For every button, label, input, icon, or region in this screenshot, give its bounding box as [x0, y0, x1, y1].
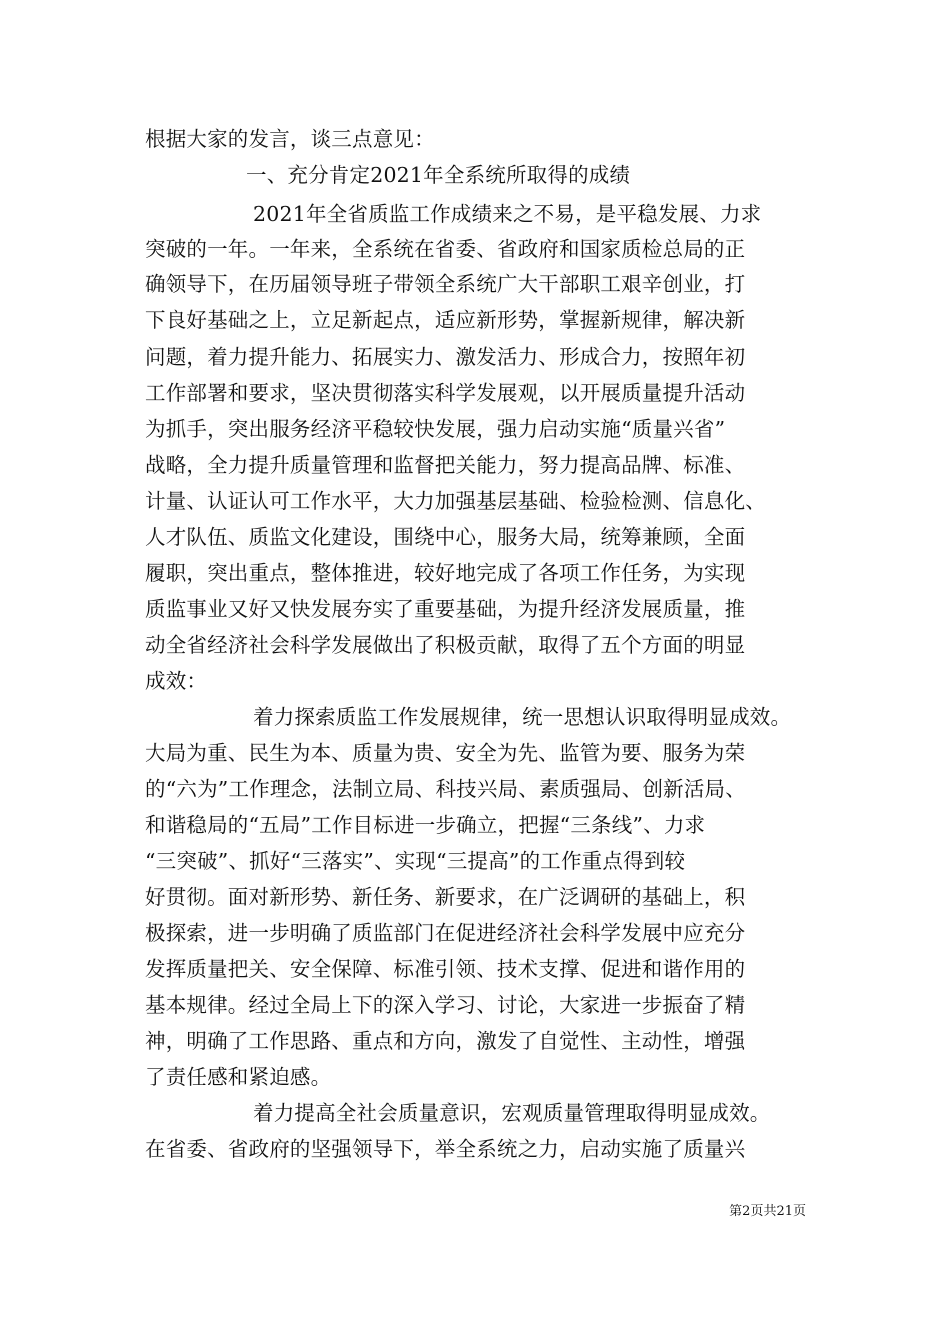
text-line: 下良好基础之上，立足新起点，适应新形势，掌握新规律，解决新 [145, 308, 746, 332]
text-line: 根据大家的发言，谈三点意见： [145, 127, 435, 151]
text-line: 好贯彻。面对新形势、新任务、新要求，在广泛调研的基础上，积 [145, 885, 746, 909]
paragraph-lead-line: 着力提高全社会质量意识，宏观质量管理取得明显成效。 [253, 1101, 771, 1125]
text-line: 极探索，进一步明确了质监部门在促进经济社会科学发展中应充分 [145, 921, 746, 945]
text-line: 履职，突出重点，整体推进，较好地完成了各项工作任务，为实现 [145, 561, 746, 585]
text-line: 工作部署和要求，坚决贯彻落实科学发展观，以开展质量提升活动 [145, 381, 746, 405]
paragraph-lead-line: 着力探索质监工作发展规律，统一思想认识取得明显成效。 [253, 705, 792, 729]
text-line: 计量、认证认可工作水平，大力加强基层基础、检验检测、信息化、 [145, 489, 766, 513]
text-line: 大局为重、民生为本、质量为贵、安全为先、监管为要、服务为荣 [145, 741, 746, 765]
text-line: 2021年全省质监工作成绩来之不易，是平稳发展、力求 [253, 202, 762, 226]
text-line: 质监事业又好又快发展夯实了重要基础，为提升经济发展质量，推 [145, 597, 746, 621]
text-line: 神，明确了工作思路、重点和方向，激发了自觉性、主动性，增强 [145, 1029, 746, 1053]
text-line: 战略，全力提升质量管理和监督把关能力，努力提高品牌、标准、 [145, 453, 746, 477]
section-heading: 一、充分肯定2021年全系统所取得的成绩 [246, 163, 631, 187]
text-line: 确领导下，在历届领导班子带领全系统广大干部职工艰辛创业，打 [145, 272, 746, 296]
text-line: 动全省经济社会科学发展做出了积极贡献，取得了五个方面的明显 [145, 633, 746, 657]
text-line: “三突破”、抓好“三落实”、实现“三提高”的工作重点得到较 [145, 849, 686, 873]
text-line: 的“六为”工作理念，法制立局、科技兴局、素质强局、创新活局、 [145, 777, 746, 801]
text-line: 发挥质量把关、安全保障、标准引领、技术支撑、促进和谐作用的 [145, 957, 746, 981]
text-line: 了责任感和紧迫感。 [145, 1065, 332, 1089]
text-line: 突破的一年。一年来，全系统在省委、省政府和国家质检总局的正 [145, 237, 746, 261]
page-number: 第2页共21页 [729, 1204, 806, 1219]
text-line: 和谐稳局的“五局”工作目标进一步确立，把握“三条线”、力求 [145, 813, 706, 837]
text-line: 在省委、省政府的坚强领导下，举全系统之力，启动实施了质量兴 [145, 1137, 746, 1161]
text-line: 问题，着力提升能力、拓展实力、激发活力、形成合力，按照年初 [145, 345, 746, 369]
text-line: 为抓手，突出服务经济平稳较快发展，强力启动实施“质量兴省” [145, 417, 726, 441]
text-line: 成效： [145, 669, 208, 693]
text-line: 人才队伍、质监文化建设，围绕中心，服务大局，统筹兼顾，全面 [145, 525, 746, 549]
text-line: 基本规律。经过全局上下的深入学习、讨论，大家进一步振奋了精 [145, 993, 746, 1017]
